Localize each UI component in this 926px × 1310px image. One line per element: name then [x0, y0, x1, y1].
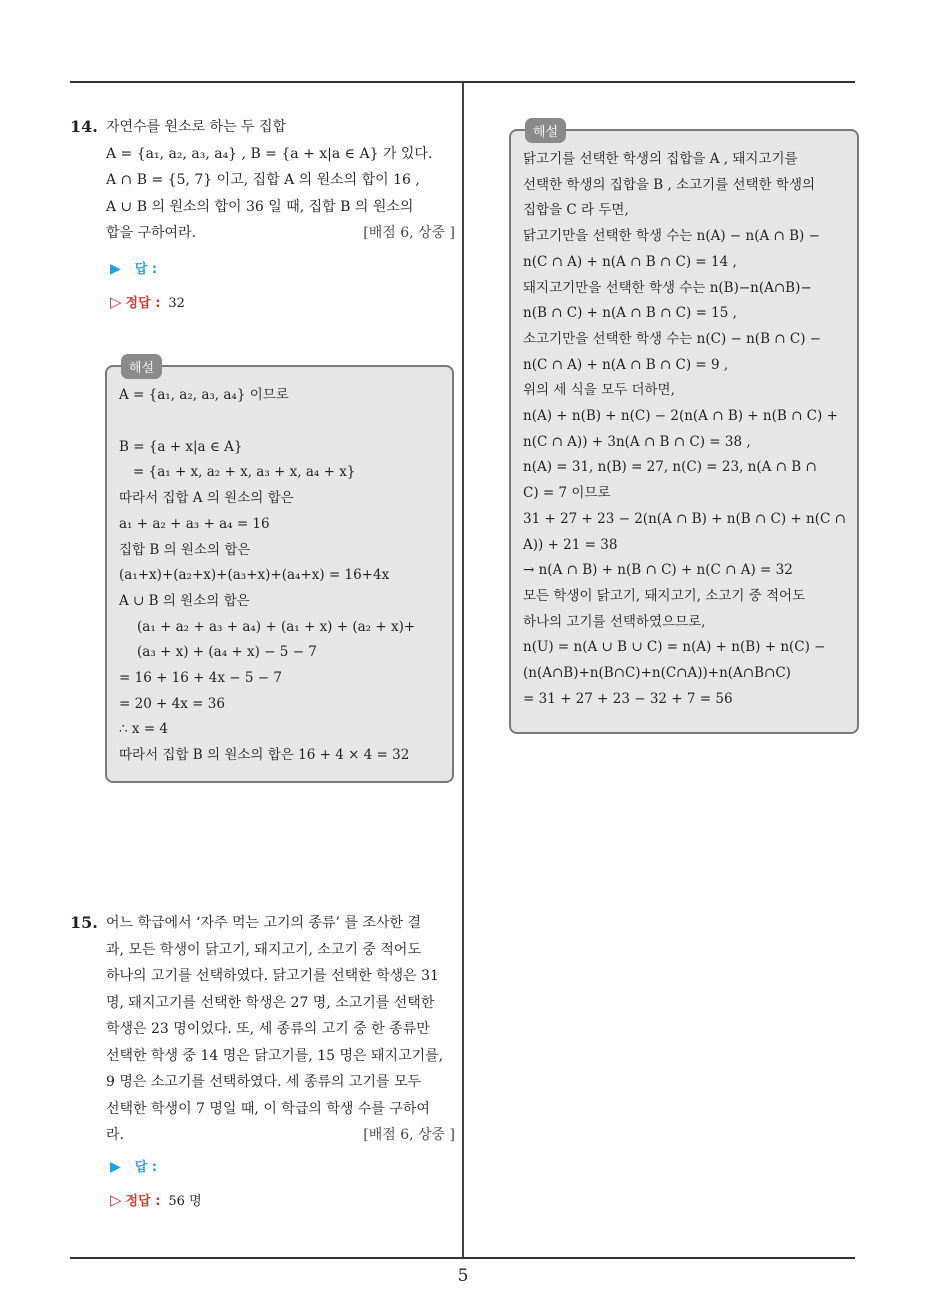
- solution-box: [509, 125, 859, 734]
- problem-line: A = {a₁, a₂, a₃, a₄} , B = {a + x|a ∈ A} 가 있다.: [106, 145, 433, 162]
- problem-line: 9 명은 소고기를 선택하였다. 세 종류의 고기를 모두: [106, 1074, 421, 1090]
- solution-value: 56 명: [168, 1194, 202, 1209]
- explanation-line: 닭고기만을 선택한 학생 수는 n(A) − n(A ∩ B) −: [523, 228, 820, 245]
- explanation-line: 따라서 집합 A 의 원소의 합은: [119, 490, 294, 507]
- explanation-line: (n(A∩B)+n(B∩C)+n(C∩A))+n(A∩B∩C): [523, 665, 791, 682]
- problem-14: [70, 114, 455, 247]
- explanation-body: [511, 131, 857, 724]
- problem-number: 15.: [70, 913, 98, 932]
- problem-line-text: 합을 구하여라.: [106, 225, 197, 241]
- explanation-line: n(U) = n(A ∪ B ∪ C) = n(A) + n(B) + n(C) −: [523, 639, 826, 656]
- explanation-line: 집합 B 의 원소의 합은: [119, 541, 251, 558]
- explanation-line: n(A) + n(B) + n(C) − 2(n(A ∩ B) + n(B ∩ C) +: [523, 408, 838, 425]
- answer-label: 답 :: [134, 262, 158, 277]
- play-triangle-icon: ▶: [110, 1159, 121, 1175]
- explanation-line: n(C ∩ A)) + 3n(A ∩ B ∩ C) = 38 ,: [523, 433, 751, 450]
- explanation-line: 위의 세 식을 모두 더하면,: [523, 382, 675, 399]
- problem-line: [106, 220, 455, 247]
- explanation-line: 집합을 C 라 두면,: [523, 202, 629, 219]
- explanation-line: 선택한 학생의 집합을 B , 소고기를 선택한 학생의: [523, 176, 816, 193]
- explanation-tag: 해설: [121, 354, 162, 379]
- explanation-line: n(C ∩ A) + n(A ∩ B ∩ C) = 14 ,: [523, 253, 737, 270]
- explanation-line: = 16 + 16 + 4x − 5 − 7: [119, 670, 282, 687]
- explanation-body: [107, 367, 452, 781]
- answer-row: [110, 1156, 157, 1175]
- problem-line: 선택한 학생이 7 명일 때, 이 학급의 학생 수를 구하여: [106, 1100, 430, 1117]
- bottom-rule: [70, 1257, 855, 1259]
- explanation-line: A ∪ B 의 원소의 합은: [119, 592, 250, 609]
- explanation-line: a₁ + a₂ + a₃ + a₄ = 16: [119, 515, 270, 532]
- explanation-line: 돼지고기만을 선택한 학생 수는 n(B)−n(A∩B)−: [523, 279, 812, 296]
- explanation-line: 31 + 27 + 23 − 2(n(A ∩ B) + n(B ∩ C) + n(C ∩: [523, 510, 846, 527]
- score-label: [배점 6, 상중 ]: [363, 1127, 455, 1143]
- explanation-line: (a₁ + a₂ + a₃ + a₄) + (a₁ + x) + (a₂ + x)+: [137, 618, 416, 635]
- problem-line: 학생은 23 명이었다. 또, 세 종류의 고기 중 한 종류만: [106, 1021, 430, 1037]
- problem-line: 선택한 학생 중 14 명은 닭고기를, 15 명은 돼지고기를,: [106, 1047, 444, 1064]
- explanation-line: 모든 학생이 닭고기, 돼지고기, 소고기 중 적어도: [523, 587, 806, 604]
- answer-label: 답 :: [134, 1160, 158, 1175]
- explanation-line: C) = 7 이므로: [523, 485, 611, 502]
- problem-15: [70, 910, 455, 1149]
- explanation-line: A)) + 21 = 38: [523, 536, 618, 553]
- problem-line: [106, 1122, 455, 1149]
- outline-triangle-icon: ▷: [110, 293, 122, 311]
- problem-line: 자연수를 원소로 하는 두 집합: [106, 119, 287, 135]
- explanation-line: n(B ∩ C) + n(A ∩ B ∩ C) = 15 ,: [523, 305, 737, 322]
- blank-line: [119, 409, 440, 435]
- problem-line: A ∪ B 의 원소의 합이 36 일 때, 집합 B 의 원소의: [106, 198, 414, 215]
- solution-value: 32: [168, 296, 185, 311]
- explanation-line: (a₃ + x) + (a₄ + x) − 5 − 7: [137, 644, 317, 661]
- problem-line: 어느 학급에서 ‘자주 먹는 고기의 종류’ 를 조사한 결: [106, 915, 421, 931]
- explanation-line: 닭고기를 선택한 학생의 집합을 A , 돼지고기를: [523, 151, 798, 167]
- solution-row: [110, 1190, 202, 1209]
- explanation-line: = 31 + 27 + 23 − 32 + 7 = 56: [523, 690, 733, 707]
- solution-label: 정답 :: [125, 296, 161, 311]
- column-divider: [462, 83, 464, 1257]
- explanation-tag: 해설: [525, 118, 566, 143]
- explanation-line: (a₁+x)+(a₂+x)+(a₃+x)+(a₄+x) = 16+4x: [119, 567, 390, 584]
- answer-row: [110, 258, 157, 277]
- outline-triangle-icon: ▷: [110, 1191, 122, 1209]
- explanation-line: n(A) = 31, n(B) = 27, n(C) = 23, n(A ∩ B ∩: [523, 459, 817, 476]
- solution-row: [110, 292, 185, 311]
- explanation-line: = {a₁ + x, a₂ + x, a₃ + x, a₄ + x}: [133, 464, 356, 481]
- problem-line: 과, 모든 학생이 닭고기, 돼지고기, 소고기 중 적어도: [106, 941, 421, 958]
- score-label: [배점 6, 상중 ]: [363, 225, 455, 241]
- problem-text: [106, 910, 455, 1149]
- problem-line: 하나의 고기를 선택하였다. 닭고기를 선택한 학생은 31: [106, 968, 439, 984]
- explanation-line: ∴ x = 4: [119, 721, 168, 738]
- solution-label: 정답 :: [125, 1194, 161, 1209]
- problem-text: [106, 114, 455, 247]
- explanation-line: n(C ∩ A) + n(A ∩ B ∩ C) = 9 ,: [523, 356, 729, 373]
- page-number: 5: [457, 1266, 469, 1286]
- explanation-line: 하나의 고기를 선택하였으므로,: [523, 613, 706, 630]
- explanation-line: 소고기만을 선택한 학생 수는 n(C) − n(B ∩ C) −: [523, 330, 822, 347]
- explanation-line: A = {a₁, a₂, a₃, a₄} 이므로: [119, 387, 289, 403]
- explanation-line: → n(A ∩ B) + n(B ∩ C) + n(C ∩ A) = 32: [523, 562, 793, 579]
- solution-box: [105, 361, 454, 783]
- problem-number: 14.: [70, 117, 98, 136]
- explanation-line: = 20 + 4x = 36: [119, 695, 225, 712]
- problem-line-text: 라.: [106, 1127, 124, 1143]
- problem-line: A ∩ B = {5, 7} 이고, 집합 A 의 원소의 합이 16 ,: [106, 172, 420, 188]
- explanation-line: B = {a + x|a ∈ A}: [119, 438, 243, 455]
- problem-line: 명, 돼지고기를 선택한 학생은 27 명, 소고기를 선택한: [106, 994, 435, 1011]
- play-triangle-icon: ▶: [110, 261, 121, 277]
- explanation-line: 따라서 집합 B 의 원소의 합은 16 + 4 × 4 = 32: [119, 747, 410, 764]
